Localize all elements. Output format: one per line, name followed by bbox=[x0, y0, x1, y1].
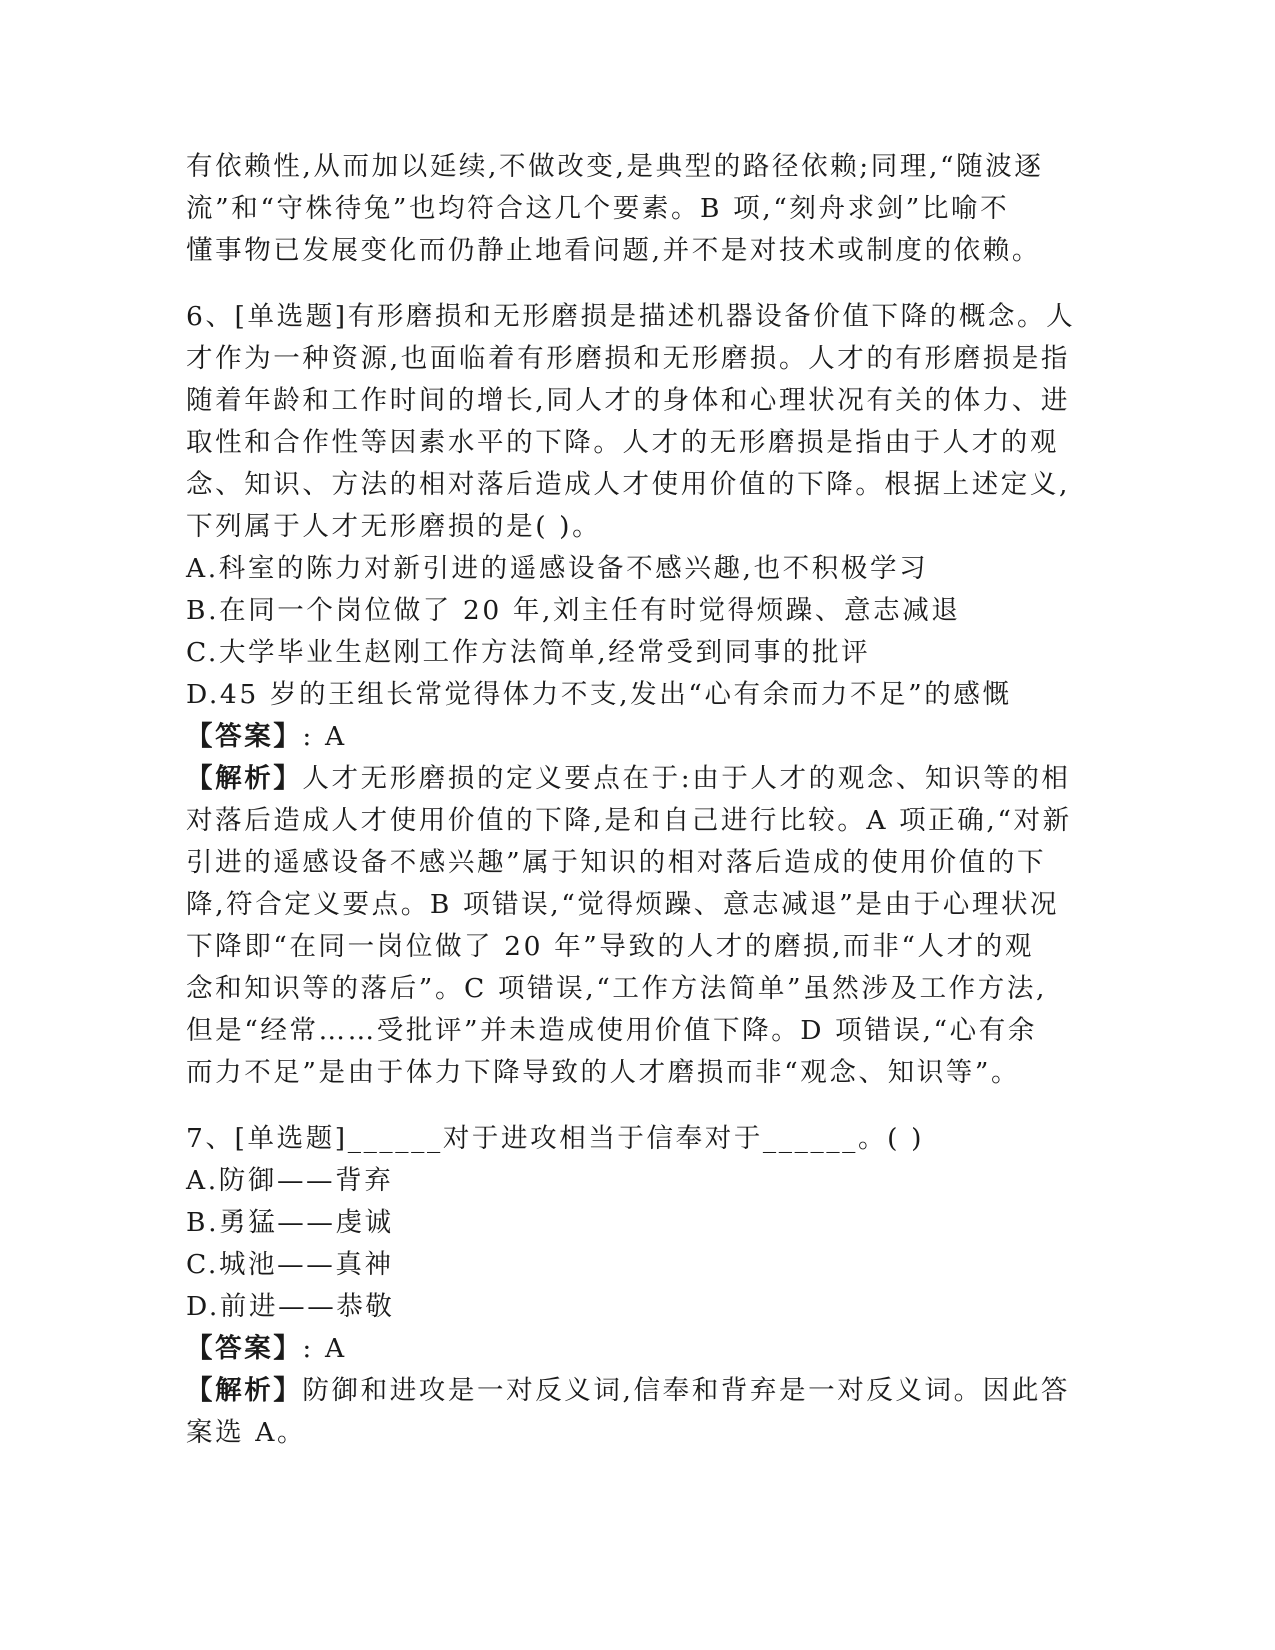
options-list bbox=[186, 548, 1086, 716]
text-line: 有依赖性,从而加以延续,不做改变,是典型的路径依赖;同理,“随波逐 bbox=[186, 151, 1044, 182]
question-6 bbox=[186, 296, 1086, 1094]
page-content bbox=[186, 146, 1086, 1454]
text-line: 但是“经常……受批评”并未造成使用价值下降。D 项错误,“心有余 bbox=[186, 1015, 1037, 1046]
options-list bbox=[186, 1160, 1086, 1328]
analysis-text: 防御和进攻是一对反义词,信奉和背弃是一对反义词。因此答 bbox=[302, 1375, 1071, 1406]
text-line bbox=[186, 758, 1086, 800]
answer-line bbox=[186, 716, 1086, 758]
answer-label: 【答案】 bbox=[186, 721, 303, 752]
text-line: 案选 A。 bbox=[186, 1417, 307, 1448]
text-line: 才作为一种资源,也面临着有形磨损和无形磨损。人才的有形磨损是指 bbox=[186, 343, 1071, 374]
text-line: 对落后造成人才使用价值的下降,是和自己进行比较。A 项正确,“对新 bbox=[186, 805, 1072, 836]
text-line: 下列属于人才无形磨损的是( )。 bbox=[186, 511, 602, 542]
analysis bbox=[186, 1370, 1086, 1454]
option-b: B.在同一个岗位做了 20 年,刘主任有时觉得烦躁、意志减退 bbox=[186, 595, 961, 626]
option-b: B.勇猛——虔诚 bbox=[186, 1207, 394, 1238]
option-a: A.科室的陈力对新引进的遥感设备不感兴趣,也不积极学习 bbox=[186, 553, 929, 584]
answer-label: 【答案】 bbox=[186, 1333, 303, 1364]
text-line: 6、[单选题]有形磨损和无形磨损是描述机器设备价值下降的概念。人 bbox=[186, 301, 1076, 332]
option-a: A.防御——背弃 bbox=[186, 1165, 394, 1196]
analysis-label: 【解析】 bbox=[186, 1375, 303, 1406]
text-line: 流”和“守株待兔”也均符合这几个要素。B 项,“刻舟求剑”比喻不 bbox=[186, 193, 1010, 224]
question-stem bbox=[186, 296, 1086, 548]
option-d: D.前进——恭敬 bbox=[186, 1291, 395, 1322]
analysis bbox=[186, 758, 1086, 1094]
text-line bbox=[186, 1370, 1086, 1412]
text-line: 引进的遥感设备不感兴趣”属于知识的相对落后造成的使用价值的下 bbox=[186, 847, 1047, 878]
text-line: 取性和合作性等因素水平的下降。人才的无形磨损是指由于人才的观 bbox=[186, 427, 1059, 458]
text-line: 懂事物已发展变化而仍静止地看问题,并不是对技术或制度的依赖。 bbox=[186, 235, 1041, 266]
answer-value: : A bbox=[302, 721, 347, 752]
text-line: 而力不足”是由于体力下降导致的人才磨损而非“观念、知识等”。 bbox=[186, 1057, 1021, 1088]
text-line: 降,符合定义要点。B 项错误,“觉得烦躁、意志减退”是由于心理状况 bbox=[186, 889, 1060, 920]
text-line: 下降即“在同一岗位做了 20 年”导致的人才的磨损,而非“人才的观 bbox=[186, 931, 1034, 962]
option-c: C.城池——真神 bbox=[186, 1249, 394, 1280]
answer-line bbox=[186, 1328, 1086, 1370]
text-line: 念、知识、方法的相对落后造成人才使用价值的下降。根据上述定义, bbox=[186, 469, 1071, 500]
q5-analysis-tail bbox=[186, 146, 1086, 272]
analysis-label: 【解析】 bbox=[186, 763, 303, 794]
answer-value: : A bbox=[302, 1333, 347, 1364]
analysis-text: 人才无形磨损的定义要点在于:由于人才的观念、知识等的相 bbox=[302, 763, 1071, 794]
question-7 bbox=[186, 1118, 1086, 1454]
option-c: C.大学毕业生赵刚工作方法简单,经常受到同事的批评 bbox=[186, 637, 871, 668]
question-stem: 7、[单选题]______对于进攻相当于信奉对于______。( ) bbox=[186, 1123, 925, 1154]
option-d: D.45 岁的王组长常觉得体力不支,发出“心有余而力不足”的感慨 bbox=[186, 679, 1012, 710]
text-line: 随着年龄和工作时间的增长,同人才的身体和心理状况有关的体力、进 bbox=[186, 385, 1071, 416]
text-line: 念和知识等的落后”。C 项错误,“工作方法简单”虽然涉及工作方法, bbox=[186, 973, 1047, 1004]
